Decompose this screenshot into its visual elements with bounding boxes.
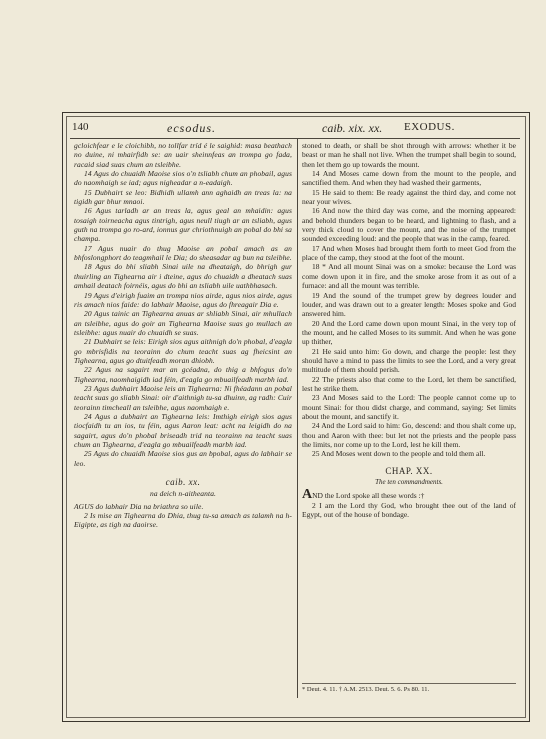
verse-paragraph: 17 Agus nuair do thug Maoise an pobal amach as an bhfoslongphort do teagmhail le Dia; do sheasadar ag bun na tsleibhe. xyxy=(74,243,292,263)
verse-paragraph: 19 And the sound of the trumpet grew by degrees louder and louder, and was drawn out to a greater length: Moses spoke and God answered him. xyxy=(302,290,516,319)
verse-paragraph: 22 Agus na sagairt mar an gcéadna, do thig a bhfogus do'n Tighearna, naomhaigidh iad féin, d'eagla go mbuailfeadh marbh iad. xyxy=(74,365,292,384)
verse-paragraph: 16 And now the third day was come, and the morning appeared: and behold thunders began to be heard, and lightning to flash, and a very thick cloud to cover the mount, and the noise of the trumpet sounded exceeding loud: and the people that was in the camp, feared. xyxy=(302,206,516,244)
chapter-range-irish: caib. xix. xx. xyxy=(322,121,383,135)
irish-chapter-heading: caib. xx. xyxy=(165,477,201,488)
verse-paragraph: gcloichfear e le cloichibh, no tollfar tríd é le saighid: masa beathach no duine, ni mhairfidh se: an uair sheinnfeas an trompa go fada, racaid siad suas chum an tsleibhe. xyxy=(74,141,292,169)
verse-paragraph: 18 Agus do bhi sliabh Sinai uile na dheataigh, do bhrigh gur thuirling an Tighearna air i dteine, agus do chuaidh a dheatach suas amhail deatach foirnéis, agus do bhi an tsliabh uile uathbhasach. xyxy=(74,262,292,291)
verse-paragraph: 16 Agus tarladh ar an treas la, agus geal an mhaidin: agus tosaigh toirneacha agus tintrigh, agus neull tiugh ar an tsliabh, agus guth na trompa go ro-ard, ionnus gur chriothnuigh an pobal do bhi sa champa. xyxy=(74,206,292,244)
header-rule xyxy=(70,138,520,139)
verse-paragraph: 2 Is mise an Tighearna do Dhia, thug tu-sa amach as talamh na h-Eigipte, as tigh na daoirse. xyxy=(74,511,292,530)
irish-column xyxy=(74,141,292,530)
book-title-english: EXODUS. xyxy=(404,121,455,133)
verse-paragraph: 21 He said unto him: Go down, and charge the people: lest they should have a mind to pass the limits to see the Lord, and a very great multitude of them should perish. xyxy=(302,346,516,375)
irish-chapter-subtitle: na deich n-aitheanta. xyxy=(149,489,217,499)
drop-cap: A xyxy=(302,487,313,503)
footnotes: * Deut. 4. 11. † A.M. 2513. Deut. 5. 6. Ps 80. 11. xyxy=(302,683,516,693)
verse-paragraph: 23 Agus dubhairt Maoise leis an Tighearna: Ni fhéadann an pobal teacht suas go sliabh Sinai: oir d'aithnigh tu-sa dhuinn, ag radh: Cuir teorainn timcheall an tsleibhe, agus naomhaigh e. xyxy=(74,383,292,412)
verse-paragraph: 25 And Moses went down to the people and told them all. xyxy=(312,449,486,459)
book-title-irish: ecsodus. xyxy=(167,121,216,135)
running-header xyxy=(72,121,518,137)
english-first-verse xyxy=(302,487,516,503)
english-chapter-subtitle: The ten commandments. xyxy=(375,478,443,487)
english-second-verse: 2 I am the Lord thy God, who brought thee out of the land of Egypt, out of the house of bondage. xyxy=(302,500,516,520)
english-column xyxy=(302,141,516,519)
first-verse-text: ND the Lord spoke all these words :† xyxy=(312,491,425,501)
verse-paragraph: 24 Agus a dubhairt an Tighearna leis: Imthigh eirigh sios agus tiocfaidh tu an ios, tu féin, agus Aaron leat: acht na leigidh do na sagairt, agus do'n phobal briseadh trid na teorainn na teacht suas chum an Tighearna, d'eagla go mbuailfeadh marbh iad. xyxy=(74,411,292,449)
verse-paragraph: 20 And the Lord came down upon mount Sinai, in the very top of the mount, and he called Moses to its summit. And when he was gone up thither, xyxy=(302,318,516,347)
verse-paragraph: 24 And the Lord said to him: Go, descend: and thou shalt come up, thou and Aaron with thee: but let not the priests and the people pass the limits, nor come up to the Lord, lest he kill them. xyxy=(302,421,516,449)
verse-paragraph: 23 And Moses said to the Lord: The people cannot come up to mount Sinai: for thou didst charge, and command, saying: Set limits about the mount, and sanctify it. xyxy=(302,393,516,421)
verse-paragraph: 21 Dubhairt se leis: Eirigh sios agus aithnigh do'n phobal, d'eagla go mbrisfidis na teorainn do chum teacht suas ag fheicsint an Tighearna, agus go dtuitfeadh moran dhiobh. xyxy=(74,337,292,365)
irish-verses xyxy=(74,141,292,468)
verse-paragraph: 20 Agus tainic an Tighearna anuas ar shliabh Sinai, air mhullach an tsleibhe, agus do goir an Tighearna Maoise suas go mullach an tsleibhe: agus nuair do chuaidh se suas. xyxy=(74,309,292,337)
verse-paragraph: AGUS do labhair Dia na briathra so uile. xyxy=(74,501,204,511)
page-number: 140 xyxy=(72,121,89,133)
verse-paragraph: 17 And when Moses had brought them forth to meet God from the place of the camp, they stood at the foot of the mount. xyxy=(302,243,516,263)
english-chapter-heading: CHAP. XX. xyxy=(385,465,433,476)
verse-paragraph: 19 Agus d'eirigh fuaim an trompa nios airde, agus nios airde, agus ris amach nios faide: do labhair Maoise, agus do fhreagair Dia e. xyxy=(74,290,292,309)
verse-paragraph: 22 The priests also that come to the Lord, let them be sanctified, lest he strike them. xyxy=(302,374,516,393)
verse-paragraph: 18 * And all mount Sinai was on a smoke: because the Lord was come down upon it in fire, and the smoke arose from it as out of a furnace: and all the mount was terrible. xyxy=(302,262,516,291)
verse-paragraph: 15 Dubhairt se leo: Bidhidh ullamh ann aghaidh an treas la: na tigidh gar bhur mnaoi. xyxy=(74,187,292,207)
column-divider xyxy=(297,138,298,698)
irish-chapter-verses xyxy=(74,502,292,530)
verse-paragraph: 14 Agus do chuaidh Maoise sios o'n tsliabh chum an phobail, agus do naomhaigh se iad; agus nigheadar a n-eadaigh. xyxy=(74,169,292,188)
verse-paragraph: stoned to death, or shall be shot through with arrows: whether it be beast or man he shall not live. When the trumpet shall begin to sound, then let them go up towards the mount. xyxy=(302,141,516,169)
verse-paragraph: 14 And Moses came down from the mount to the people, and sanctified them. And when they had washed their garments, xyxy=(302,169,516,188)
verse-paragraph: 15 He said to them: Be ready against the third day, and come not near your wives. xyxy=(302,187,516,207)
english-verses xyxy=(302,141,516,459)
verse-paragraph: 25 Agus do chuaidh Maoise sios gus an bpobal, agus do labhair se leo. xyxy=(74,449,292,468)
